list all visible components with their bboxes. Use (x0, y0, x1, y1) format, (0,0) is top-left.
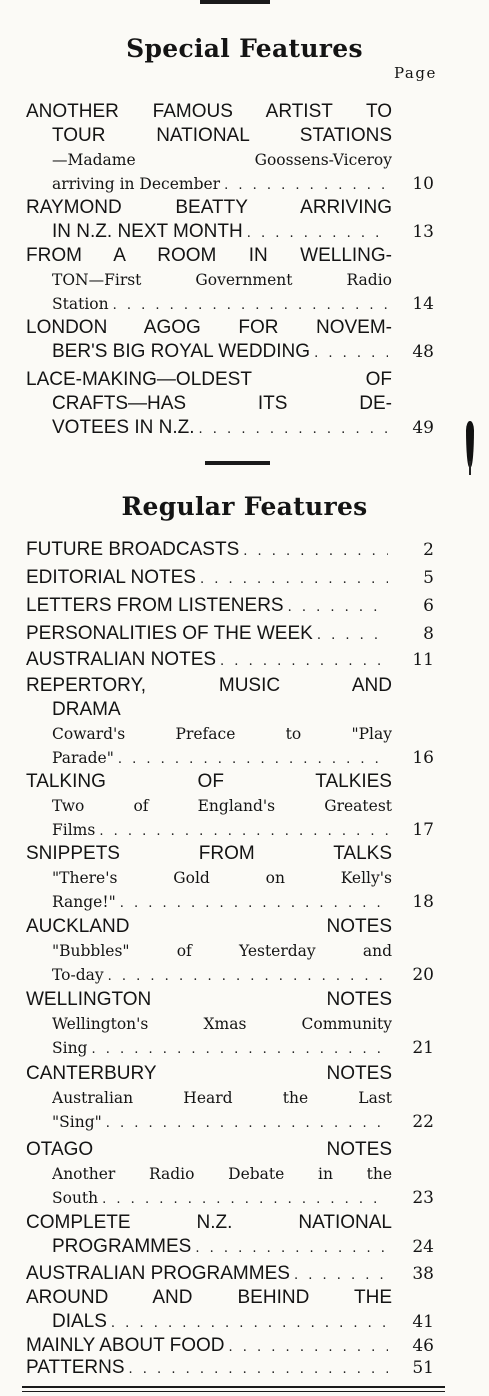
dot-leader (229, 1336, 389, 1358)
regular-entry-text: Films (52, 821, 96, 839)
page-number: 49 (412, 418, 434, 438)
regular-entry-text: WELLINGTON NOTES (26, 989, 392, 1010)
regular-entry-text: SNIPPETS FROM TALKS (26, 843, 392, 864)
regular-entry-text: MAINLY ABOUT FOOD (26, 1335, 225, 1356)
regular-entry-text: Parade" (52, 749, 114, 767)
regular-entry-text: AUSTRALIAN PROGRAMMES (26, 1263, 290, 1284)
special-entry-text: TON—First Government Radio (52, 271, 392, 289)
regular-entry-last-line (52, 1186, 392, 1210)
dot-leader (99, 820, 388, 842)
dot-leader (91, 1038, 388, 1060)
dot-leader (199, 418, 388, 440)
page-number: 17 (412, 820, 434, 840)
regular-entry-last-line (52, 746, 392, 770)
regular-entry-text: PERSONALITIES OF THE WEEK (26, 623, 313, 644)
dot-leader (317, 624, 388, 646)
dot-leader (314, 342, 388, 364)
page-number: 23 (412, 1188, 434, 1208)
special-entry-text: FROM A ROOM IN WELLING- (26, 245, 392, 266)
regular-entry-text: "There's Gold on Kelly's (52, 869, 392, 887)
regular-entry-text: AUCKLAND NOTES (26, 916, 392, 937)
dot-leader (200, 568, 388, 590)
special-entry-text: LONDON AGOG FOR NOVEM- (26, 317, 392, 338)
regular-entry-last-line (52, 818, 392, 842)
regular-entry-last-line (52, 1110, 392, 1134)
special-features-title: Special Features (126, 34, 363, 63)
dot-leader (294, 1264, 388, 1286)
regular-entry-text: Coward's Preface to "Play (52, 725, 392, 743)
page-number: 11 (412, 650, 434, 670)
regular-entry-text: Wellington's Xmas Community (52, 1015, 392, 1033)
special-entry-text: TOUR NATIONAL STATIONS (52, 125, 392, 146)
page-number: 24 (412, 1237, 434, 1257)
special-entry-last-line (52, 292, 392, 316)
regular-entry-text: "Bubbles" of Yesterday and (52, 942, 392, 960)
regular-entry-text: COMPLETE N.Z. NATIONAL (26, 1212, 392, 1233)
dot-leader (113, 294, 388, 316)
page-number: 6 (423, 596, 434, 616)
regular-entry-last-line (52, 963, 392, 987)
regular-entry-last-line (52, 1235, 392, 1259)
page-number: 38 (412, 1264, 434, 1284)
regular-entry-text: AROUND AND BEHIND THE (26, 1287, 392, 1308)
dot-leader (129, 1358, 388, 1380)
page-number: 41 (412, 1312, 434, 1332)
regular-entry-last-line (26, 566, 392, 590)
dot-leader (118, 748, 388, 770)
special-entry-text: Station (52, 295, 109, 313)
special-entry-text: IN N.Z. NEXT MONTH (52, 221, 243, 242)
regular-entry-last-line (52, 1036, 392, 1060)
regular-entry-last-line (26, 1262, 392, 1286)
regular-entry-text: South (52, 1189, 99, 1207)
dot-leader (106, 1112, 388, 1134)
regular-entry-text: CANTERBURY NOTES (26, 1063, 392, 1084)
regular-entry-text: Two of England's Greatest (52, 797, 392, 815)
special-entry-text: —Madame Goossens-Viceroy (52, 151, 392, 169)
regular-entry-text: DIALS (52, 1311, 107, 1332)
dot-leader (102, 1188, 388, 1210)
regular-entry-text: REPERTORY, MUSIC AND (26, 675, 392, 696)
regular-entry-text: AUSTRALIAN NOTES (26, 649, 217, 670)
dot-leader (111, 1312, 388, 1334)
special-entry-text: BER'S BIG ROYAL WEDDING (52, 341, 311, 362)
page-number: 8 (423, 624, 434, 644)
special-entry-last-line (52, 172, 392, 196)
regular-entry-text: PATTERNS (26, 1357, 125, 1378)
page-number: 20 (412, 965, 434, 985)
page-column-label: Page (394, 64, 437, 82)
regular-features-title: Regular Features (121, 492, 368, 521)
page-number: 16 (412, 748, 434, 768)
section-divider (205, 461, 270, 465)
regular-entry-text: Range!" (52, 893, 116, 911)
regular-entry-last-line (26, 594, 392, 618)
special-entry-text: CRAFTS—HAS ITS DE- (52, 393, 392, 414)
dot-leader (243, 540, 388, 562)
special-entry-text: ANOTHER FAMOUS ARTIST TO (26, 101, 392, 122)
regular-entry-text: LETTERS FROM LISTENERS (26, 595, 284, 616)
regular-entry-text: FUTURE BROADCASTS (26, 539, 240, 560)
regular-entry-text: To-day (52, 966, 104, 984)
top-rule (200, 0, 270, 4)
ink-blot (466, 421, 474, 467)
bottom-rule-2 (22, 1391, 445, 1392)
regular-entry-text: Australian Heard the Last (52, 1089, 392, 1107)
regular-entry-text: PROGRAMMES (52, 1236, 192, 1257)
page-number: 18 (412, 892, 434, 912)
regular-entry-last-line (26, 648, 392, 672)
page-number: 51 (412, 1358, 434, 1378)
regular-entry-last-line (26, 538, 392, 562)
regular-entry-last-line (26, 622, 392, 646)
dot-leader (288, 596, 388, 618)
regular-entry-text: TALKING OF TALKIES (26, 771, 392, 792)
special-entry-last-line (52, 416, 392, 440)
page-number: 2 (423, 540, 434, 560)
page-number: 13 (412, 222, 434, 242)
regular-entry-text: DRAMA (52, 699, 121, 720)
regular-entry-text: "Sing" (52, 1113, 102, 1131)
dot-leader (108, 965, 388, 987)
bottom-rule-1 (22, 1386, 445, 1388)
special-entry-text: VOTEES IN N.Z. (52, 417, 195, 438)
regular-entry-last-line (52, 890, 392, 914)
regular-entry-text: Sing (52, 1039, 88, 1057)
page-number: 21 (412, 1038, 434, 1058)
page-number: 5 (423, 568, 434, 588)
page-number: 10 (412, 174, 434, 194)
special-entry-last-line (52, 340, 392, 364)
dot-leader (120, 892, 388, 914)
regular-entry-last-line (26, 1356, 392, 1380)
special-entry-text: RAYMOND BEATTY ARRIVING (26, 197, 392, 218)
regular-entry-last-line (26, 1334, 392, 1358)
regular-entry-last-line (52, 1310, 392, 1334)
regular-entry-text: Another Radio Debate in the (52, 1165, 392, 1183)
special-entry-last-line (52, 220, 392, 244)
page-number: 46 (412, 1336, 434, 1356)
special-entry-text: LACE-MAKING—OLDEST OF (26, 369, 392, 390)
dot-leader (220, 650, 388, 672)
dot-leader (224, 174, 388, 196)
page-number: 48 (412, 342, 434, 362)
regular-entry-text: EDITORIAL NOTES (26, 567, 196, 588)
regular-entry-text: OTAGO NOTES (26, 1139, 392, 1160)
special-entry-text: arriving in December (52, 175, 221, 193)
dot-leader (247, 222, 388, 244)
page-number: 22 (412, 1112, 434, 1132)
dot-leader (195, 1237, 388, 1259)
page-number: 14 (412, 294, 434, 314)
